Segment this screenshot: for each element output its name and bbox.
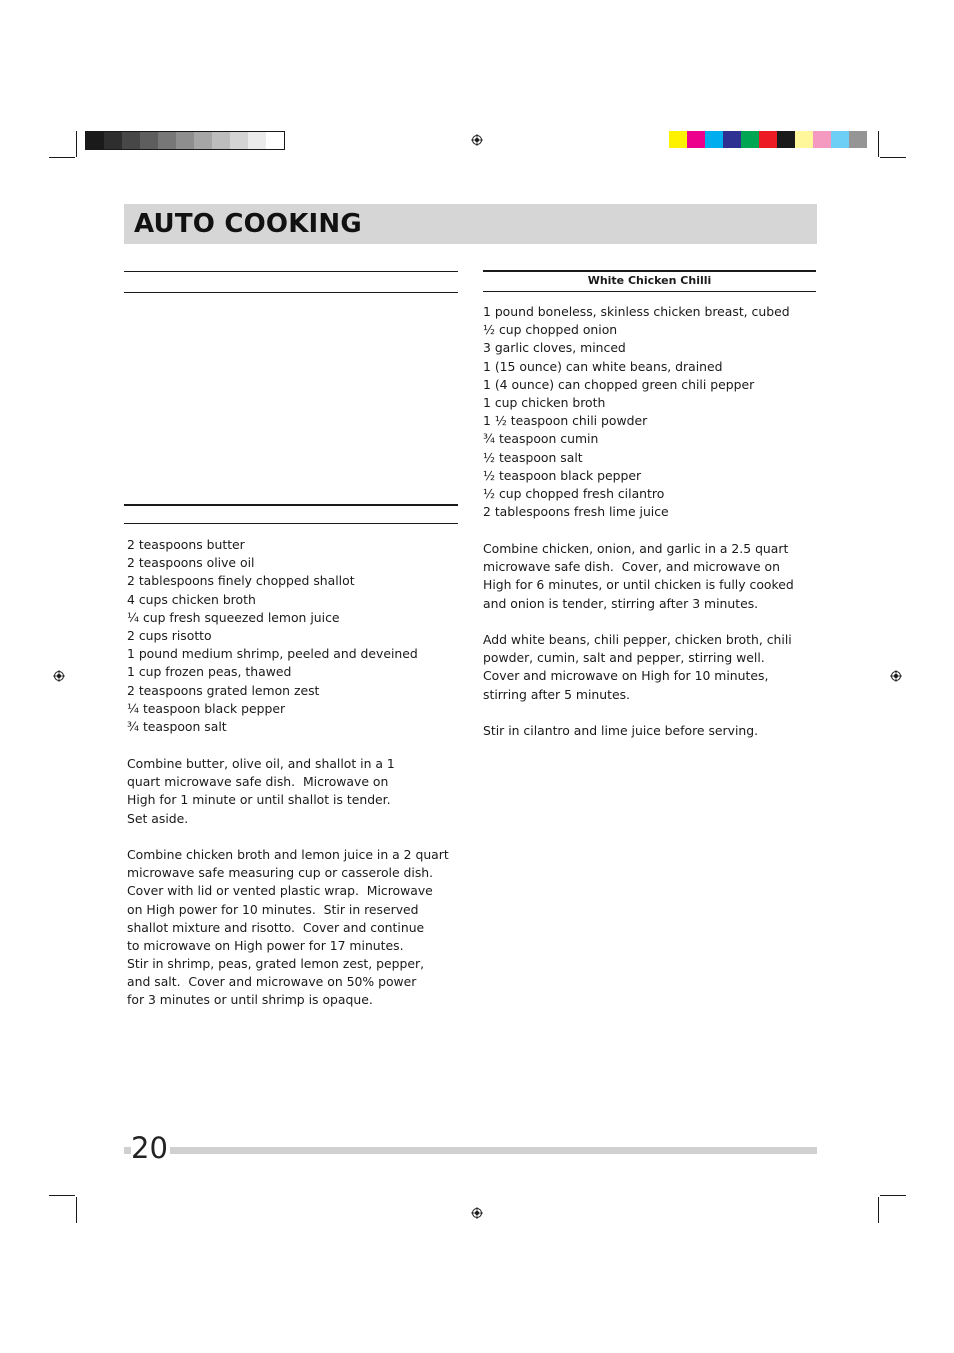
ingredient-item: ½ teaspoon salt <box>483 449 583 465</box>
ingredient-item: ¼ teaspoon black pepper <box>127 700 286 716</box>
left-recipe-title-rule <box>124 292 458 293</box>
color-swatch <box>122 132 140 149</box>
instruction-line: microwave safe dish. Cover, and microwave on <box>483 559 780 575</box>
instruction-line: Combine chicken, onion, and garlic in a 2.5 quart <box>483 541 789 556</box>
registration-mark-icon <box>471 1207 483 1219</box>
color-swatch <box>212 132 230 149</box>
ingredient-item: 2 teaspoons grated lemon zest <box>127 682 320 698</box>
ingredient-list <box>127 536 418 736</box>
instruction-line: powder, cumin, salt and pepper, stirring well. <box>483 650 765 666</box>
right-recipe-title-rule <box>483 291 816 292</box>
process-color-bar <box>669 131 867 148</box>
instruction-text <box>483 540 794 740</box>
instruction-line: Stir in shrimp, peas, grated lemon zest, pepper, <box>127 956 425 972</box>
color-swatch <box>158 132 176 149</box>
instruction-line: stirring after 5 minutes. <box>483 686 630 702</box>
left-recipe2-top-rule <box>124 504 458 506</box>
instruction-line: Add white beans, chili pepper, chicken broth, chili <box>483 631 792 647</box>
color-swatch <box>759 131 777 148</box>
ingredient-item: 2 tablespoons fresh lime juice <box>483 504 669 520</box>
ingredient-item: 1 (15 ounce) can white beans, drained <box>483 358 723 374</box>
instruction-line: shallot mixture and risotto. Cover and continue <box>127 919 425 935</box>
ingredient-item: ¾ teaspoon salt <box>127 718 227 734</box>
ingredient-item: 2 tablespoons finely chopped shallot <box>127 573 355 589</box>
color-swatch <box>849 131 867 148</box>
right-recipe-top-rule <box>483 270 816 272</box>
color-swatch <box>86 132 104 149</box>
ingredient-item: 2 teaspoons butter <box>127 537 245 552</box>
ingredient-item: 1 pound medium shrimp, peeled and deveined <box>127 646 418 662</box>
crop-mark <box>878 131 879 157</box>
crop-mark <box>880 157 906 158</box>
instruction-line: on High power for 10 minutes. Stir in reserved <box>127 901 419 917</box>
color-swatch <box>831 131 849 148</box>
ingredient-item: 3 garlic cloves, minced <box>483 340 626 356</box>
color-swatch <box>687 131 705 148</box>
crop-mark <box>880 1195 906 1196</box>
instruction-line: and onion is tender, stirring after 3 minutes. <box>483 595 759 611</box>
ingredient-item: 1 (4 ounce) can chopped green chili pepper <box>483 376 755 392</box>
instruction-line: and salt. Cover and microwave on 50% power <box>127 974 417 990</box>
footer-bar <box>124 1147 817 1154</box>
instruction-line: High for 1 minute or until shallot is tender. <box>127 792 391 808</box>
instruction-line: High for 6 minutes, or until chicken is fully cooked <box>483 577 794 593</box>
paragraph-gap <box>483 704 794 722</box>
ingredient-item: 4 cups chicken broth <box>127 591 256 607</box>
color-swatch <box>705 131 723 148</box>
registration-mark-icon <box>53 670 65 682</box>
paragraph-gap <box>483 613 794 631</box>
ingredient-item: 1 ½ teaspoon chili powder <box>483 413 648 429</box>
ingredient-item: 1 pound boneless, skinless chicken breast, cubed <box>483 304 790 319</box>
crop-mark <box>878 1197 879 1223</box>
instruction-line: to microwave on High power for 17 minutes. <box>127 937 404 953</box>
registration-mark-icon <box>471 134 483 146</box>
crop-mark <box>76 131 77 157</box>
color-swatch <box>266 132 284 149</box>
color-swatch <box>813 131 831 148</box>
color-swatch <box>669 131 687 148</box>
ingredient-item: ½ teaspoon black pepper <box>483 467 642 483</box>
crop-mark <box>49 1195 75 1196</box>
instruction-line: Combine butter, olive oil, and shallot in a 1 <box>127 756 395 771</box>
instruction-line: Combine chicken broth and lemon juice in a 2 quart <box>127 846 449 862</box>
section-title: AUTO COOKING <box>134 209 362 239</box>
crop-mark <box>76 1197 77 1223</box>
ingredient-item: 2 cups risotto <box>127 627 212 643</box>
color-swatch <box>140 132 158 149</box>
instruction-line: microwave safe measuring cup or casserole dish. <box>127 865 434 881</box>
left-recipe-top-rule <box>124 271 458 272</box>
instruction-line: Cover with lid or vented plastic wrap. Microwave <box>127 883 433 899</box>
left-recipe2-title-rule <box>124 523 458 524</box>
ingredient-list <box>483 303 790 521</box>
paragraph-gap <box>127 828 449 846</box>
instruction-line: Cover and microwave on High for 10 minutes, <box>483 668 769 684</box>
ingredient-item: ¾ teaspoon cumin <box>483 431 599 447</box>
color-swatch <box>230 132 248 149</box>
color-swatch <box>723 131 741 148</box>
color-swatch <box>777 131 795 148</box>
ingredient-item: 1 cup frozen peas, thawed <box>127 664 292 680</box>
color-swatch <box>194 132 212 149</box>
recipe-title: White Chicken Chilli <box>587 274 712 287</box>
crop-mark <box>49 157 75 158</box>
ingredient-item: ½ cup chopped fresh cilantro <box>483 485 665 501</box>
page-number: 20 <box>131 1131 168 1165</box>
instruction-line: Set aside. <box>127 810 189 826</box>
registration-mark-icon <box>890 670 902 682</box>
color-swatch <box>795 131 813 148</box>
instruction-line: quart microwave safe dish. Microwave on <box>127 774 389 790</box>
instruction-text <box>127 755 449 1010</box>
instruction-line: for 3 minutes or until shrimp is opaque. <box>127 992 373 1008</box>
ingredient-item: 1 cup chicken broth <box>483 394 606 410</box>
instruction-line: Stir in cilantro and lime juice before serving. <box>483 722 759 738</box>
color-swatch <box>104 132 122 149</box>
color-swatch <box>176 132 194 149</box>
color-swatch <box>248 132 266 149</box>
ingredient-item: ½ cup chopped onion <box>483 322 618 338</box>
ingredient-item: ¼ cup fresh squeezed lemon juice <box>127 609 340 625</box>
ingredient-item: 2 teaspoons olive oil <box>127 555 255 571</box>
color-swatch <box>741 131 759 148</box>
grayscale-color-bar <box>85 131 285 150</box>
